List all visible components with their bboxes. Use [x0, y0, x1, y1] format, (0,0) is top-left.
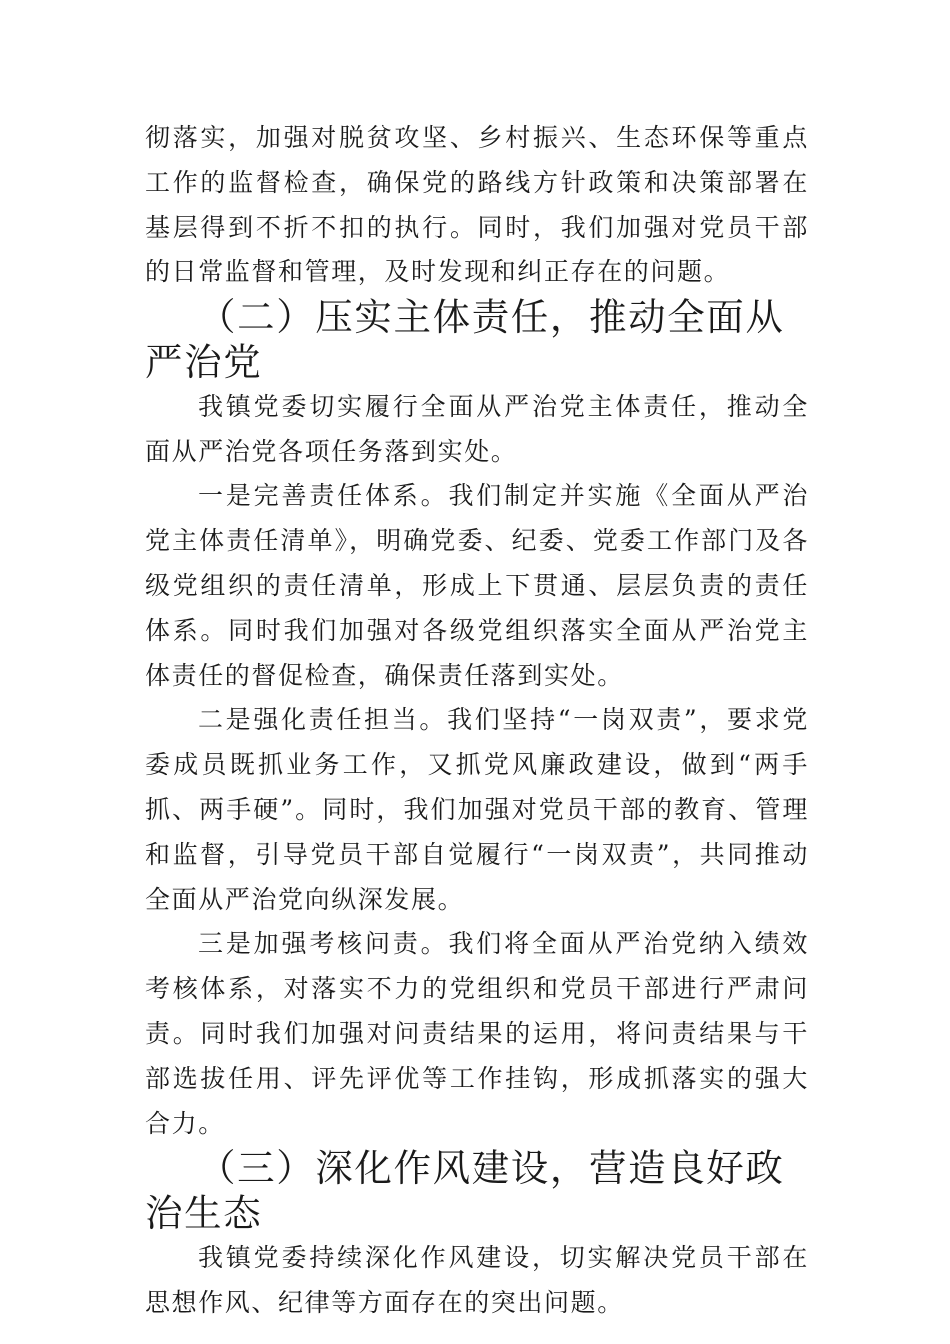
paragraph-continuation: 彻落实，加强对脱贫攻坚、乡村振兴、生态环保等重点工作的监督检查，确保党的路线方针政策和决策部署在基层得到不折不扣的执行。同时，我们加强对党员干部的日常监督和管理，及时发现和纠正存在的问题。	[145, 123, 809, 287]
section-heading-3: （三）深化作风建设，营造良好政治生态	[145, 1146, 785, 1236]
paragraph-intro-2: 我镇党委切实履行全面从严治党主体责任，推动全面从严治党各项任务落到实处。	[145, 391, 809, 466]
section-heading-2: （二）压实主体责任，推动全面从严治党	[145, 295, 785, 384]
document-body	[145, 116, 809, 1326]
paragraph-assessment-accountability: 三是加强考核问责。我们将全面从严治党纳入绩效考核体系，对落实不力的党组织和党员干部进行严肃问责。同时我们加强对问责结果的运用，将问责结果与干部选拔任用、评先评优等工作挂钩，形成抓落实的强大合力。	[145, 929, 809, 1138]
paragraph-intro-3: 我镇党委持续深化作风建设，切实解决党员干部在思想作风、纪律等方面存在的突出问题。	[145, 1242, 809, 1317]
paragraph-responsibility-commitment: 二是强化责任担当。我们坚持“一岗双责”，要求党委成员既抓业务工作，又抓党风廉政建设，做到“两手抓、两手硬”。同时，我们加强对党员干部的教育、管理和监督，引导党员干部自觉履行“一岗双责”，共同推动全面从严治党向纵深发展。	[145, 705, 809, 914]
paragraph-responsibility-system: 一是完善责任体系。我们制定并实施《全面从严治党主体责任清单》，明确党委、纪委、党委工作部门及各级党组织的责任清单，形成上下贯通、层层负责的责任体系。同时我们加强对各级党组织落实全面从严治党主体责任的督促检查，确保责任落到实处。	[145, 481, 809, 690]
